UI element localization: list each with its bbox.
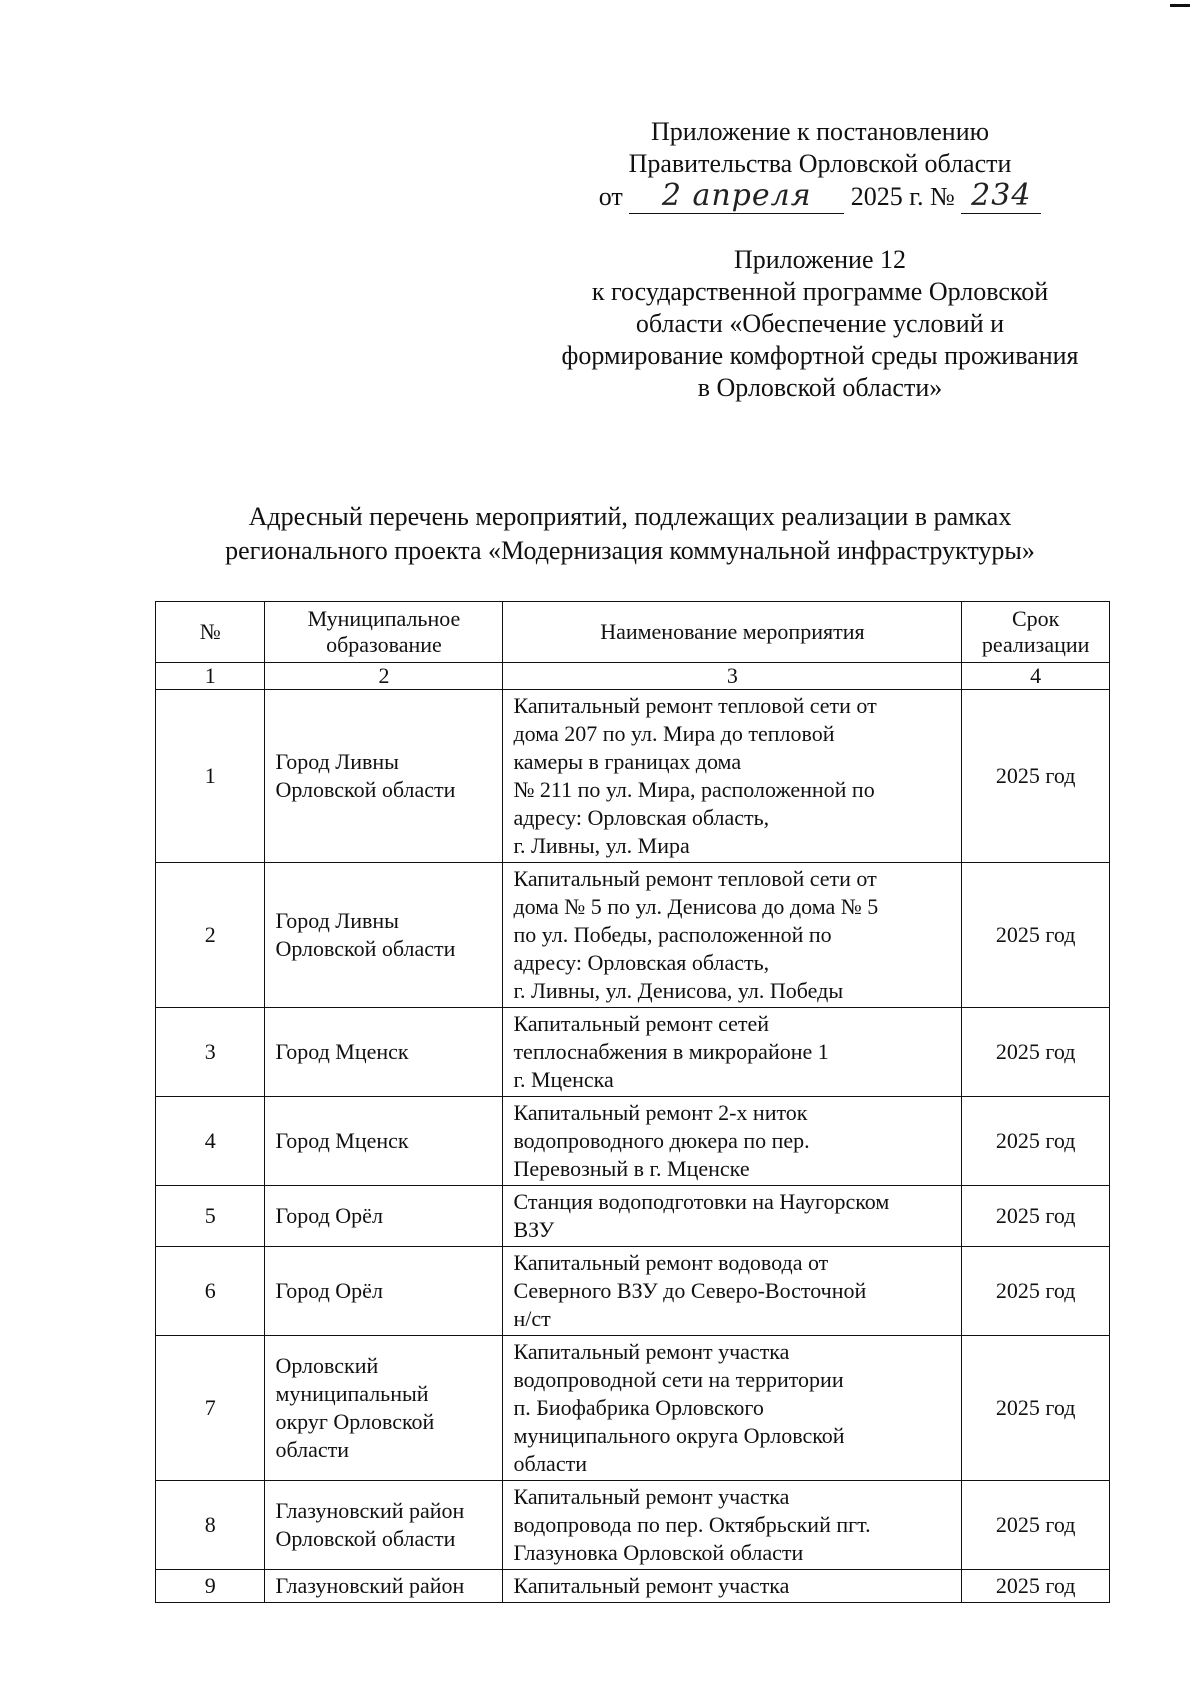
approval-date-line [540,180,1100,214]
measures-table [155,601,1110,1603]
row-number: 6 [156,1247,265,1336]
document-title [150,500,1110,568]
table-row [156,863,1110,1008]
row-event: Капитальный ремонт водовода от Северного ВЗУ до Северо-Восточной н/ст [503,1247,962,1336]
title-line-1: Адресный перечень мероприятий, подлежащих реализации в рамках [248,502,1012,531]
header-municipality: Муниципальное образование [265,602,503,663]
header-term: Срок реализации [962,602,1110,663]
row-event: Капитальный ремонт тепловой сети от дома № 5 по ул. Денисова до дома № 5 по ул. Победы, расположенной по адресу: Орловская область, г. Ливны, ул. Денисова, ул. Победы [503,863,962,1008]
row-number: 5 [156,1186,265,1247]
appendix-line-5: в Орловской области» [697,373,943,402]
appendix-line-1: Приложение 12 [733,245,907,274]
row-event: Капитальный ремонт сетей теплоснабжения в микрорайоне 1 г. Мценска [503,1008,962,1097]
row-number: 4 [156,1097,265,1186]
date-prefix: от [598,182,623,211]
row-event: Капитальный ремонт 2-х ниток водопроводного дюкера по пер. Перевозный в г. Мценске [503,1097,962,1186]
row-municipality: Город Ливны Орловской области [265,863,503,1008]
header-number: № [156,602,265,663]
row-municipality: Город Ливны Орловской области [265,690,503,863]
row-number: 3 [156,1008,265,1097]
row-term: 2025 год [962,1008,1110,1097]
table-header-row [156,602,1110,663]
row-municipality: Город Мценск [265,1008,503,1097]
row-municipality: Город Орёл [265,1247,503,1336]
row-number: 2 [156,863,265,1008]
row-term: 2025 год [962,1481,1110,1570]
row-term: 2025 год [962,1247,1110,1336]
appendix-header [540,244,1100,404]
column-index: 4 [962,663,1110,690]
appendix-line-4: формирование комфортной среды проживания [561,341,1079,370]
table-row [156,1008,1110,1097]
column-index: 2 [265,663,503,690]
row-event: Капитальный ремонт участка водопроводной сети на территории п. Биофабрика Орловского муниципального округа Орловской области [503,1336,962,1481]
number-field [961,180,1041,214]
row-term: 2025 год [962,1570,1110,1603]
table-row [156,1336,1110,1481]
row-event: Станция водоподготовки на Наугорском ВЗУ [503,1186,962,1247]
row-event: Капитальный ремонт участка водопровода по пер. Октябрьский пгт. Глазуновка Орловской области [503,1481,962,1570]
table-row [156,690,1110,863]
row-municipality: Глазуновский район Орловской области [265,1481,503,1570]
table-row [156,1481,1110,1570]
row-term: 2025 год [962,863,1110,1008]
table-row [156,1247,1110,1336]
year-text: 2025 г. № [850,182,955,211]
row-number: 8 [156,1481,265,1570]
row-number: 7 [156,1336,265,1481]
approval-line-2: Правительства Орловской области [628,149,1012,178]
column-index-row [156,663,1110,690]
column-index: 1 [156,663,265,690]
row-term: 2025 год [962,690,1110,863]
row-term: 2025 год [962,1186,1110,1247]
date-field [629,180,844,214]
table-row [156,1097,1110,1186]
appendix-line-3: области «Обеспечение условий и [635,309,1005,338]
row-municipality: Город Мценск [265,1097,503,1186]
title-line-2: регионального проекта «Модернизация коммунальной инфраструктуры» [225,536,1035,565]
approval-header [540,116,1100,214]
handwritten-date: 2 апреля [661,178,812,213]
row-number: 1 [156,690,265,863]
row-event: Капитальный ремонт участка [503,1570,962,1603]
table-row [156,1186,1110,1247]
row-event: Капитальный ремонт тепловой сети от дома 207 по ул. Мира до тепловой камеры в границах дома № 211 по ул. Мира, расположенной по адресу: Орловская область, г. Ливны, ул. Мира [503,690,962,863]
row-number: 9 [156,1570,265,1603]
corner-mark [1170,4,1190,7]
table-row [156,1570,1110,1603]
row-municipality: Город Орёл [265,1186,503,1247]
row-municipality: Орловский муниципальный округ Орловской области [265,1336,503,1481]
row-term: 2025 год [962,1336,1110,1481]
approval-line-1: Приложение к постановлению [650,117,990,146]
appendix-line-2: к государственной программе Орловской [591,277,1049,306]
handwritten-number: 234 [971,178,1032,213]
column-index: 3 [503,663,962,690]
row-municipality: Глазуновский район [265,1570,503,1603]
header-event: Наименование мероприятия [503,602,962,663]
row-term: 2025 год [962,1097,1110,1186]
